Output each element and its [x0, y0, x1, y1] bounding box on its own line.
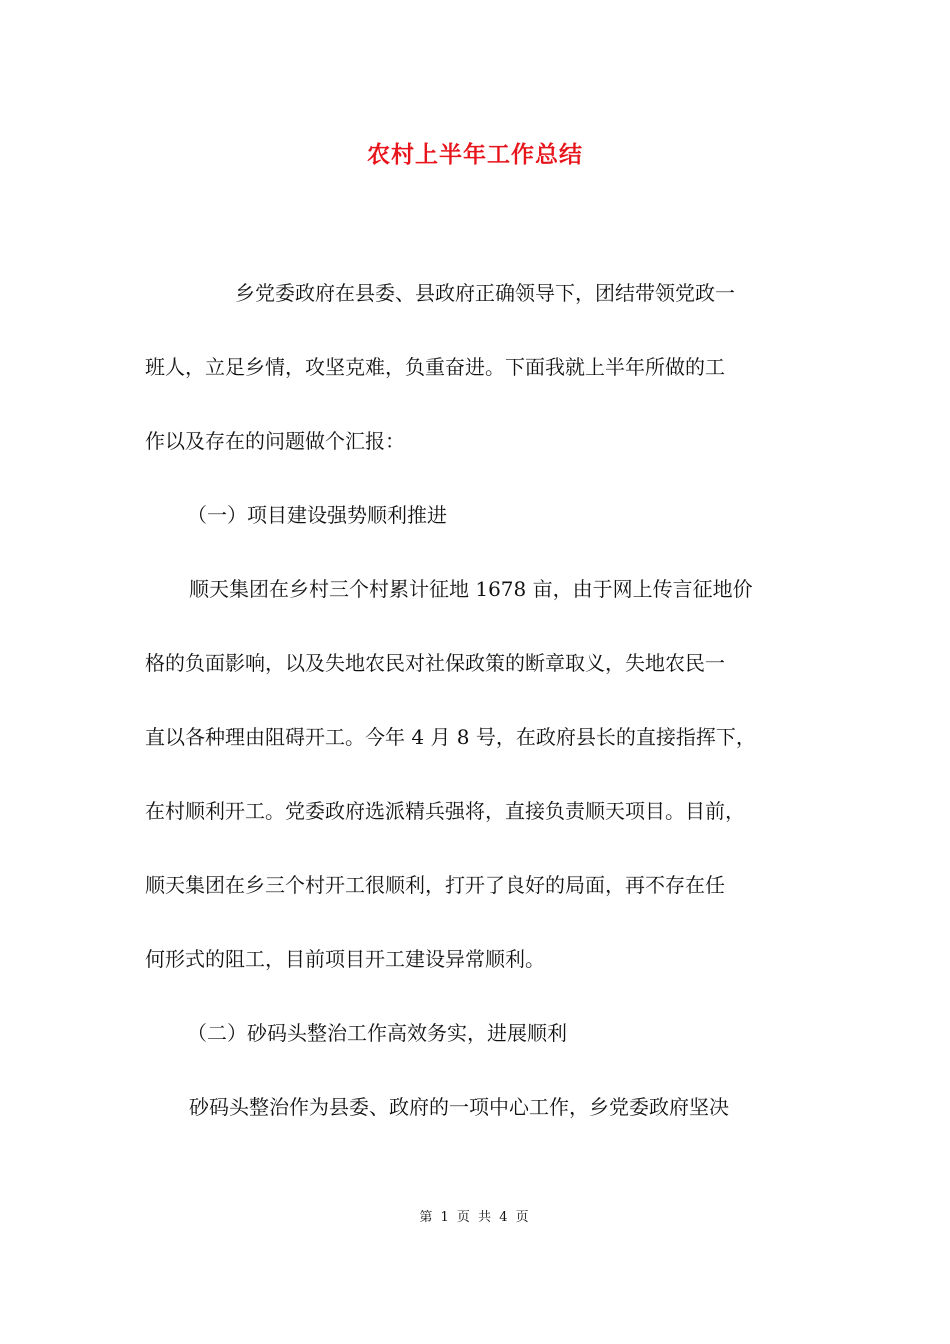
- paragraph-line: 格的负面影响，以及失地农民对社保政策的断章取义，失地农民一: [145, 651, 725, 675]
- page-footer: 第 1 页 共 4 页: [419, 1210, 531, 1225]
- section-heading: （一）项目建设强势顺利推进: [187, 503, 447, 527]
- paragraph-line: 砂码头整治作为县委、政府的一项中心工作，乡党委政府坚决: [189, 1095, 729, 1119]
- paragraph-line: 乡党委政府在县委、县政府正确领导下，团结带领党政一: [235, 281, 735, 305]
- document-title: 农村上半年工作总结: [367, 141, 583, 168]
- paragraph-line: 顺天集团在乡三个村开工很顺利，打开了良好的局面，再不存在任: [145, 873, 725, 897]
- paragraph-line: 作以及存在的问题做个汇报：: [145, 429, 405, 453]
- paragraph-line: 在村顺利开工。党委政府选派精兵强将，直接负责顺天项目。目前，: [145, 799, 745, 823]
- paragraph-line: 直以各种理由阻碍开工。今年 4 月 8 号，在政府县长的直接指挥下，: [145, 725, 756, 749]
- paragraph-line: 顺天集团在乡村三个村累计征地 1678 亩，由于网上传言征地价: [189, 577, 753, 601]
- document-body: [145, 270, 815, 1158]
- paragraph-line: 班人，立足乡情，攻坚克难，负重奋进。下面我就上半年所做的工: [145, 355, 725, 379]
- section-heading: （二）砂码头整治工作高效务实，进展顺利: [187, 1021, 567, 1045]
- paragraph-line: 何形式的阻工，目前项目开工建设异常顺利。: [145, 947, 545, 971]
